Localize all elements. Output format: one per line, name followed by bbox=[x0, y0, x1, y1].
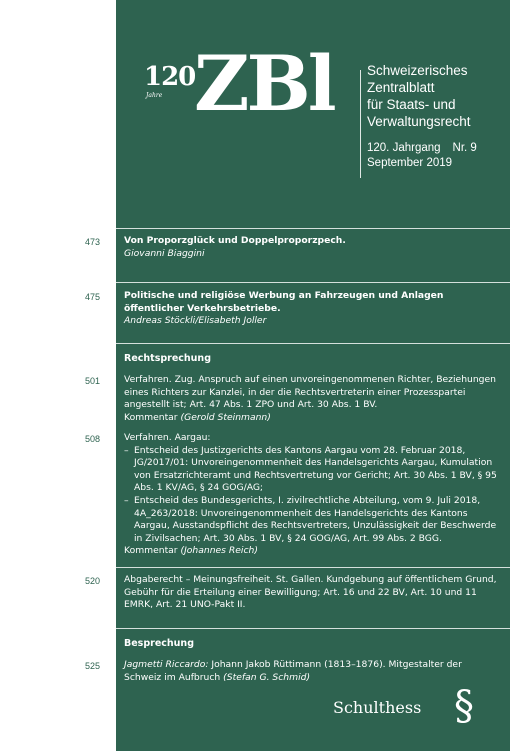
journal-title-line: Zentralblatt bbox=[367, 80, 435, 95]
article-title: Politische und religiöse Werbung an Fahrzeugen und Anlagen öffentlicher Verkehrsbetriebe. bbox=[124, 290, 444, 314]
publisher-name: Schulthess bbox=[333, 698, 422, 717]
toc-entry[interactable] bbox=[124, 432, 504, 558]
divider bbox=[116, 282, 510, 283]
divider bbox=[116, 343, 510, 344]
divider bbox=[116, 628, 510, 629]
case-summary: Abgaberecht – Meinungsfreiheit. St. Gallen. Kundgebung auf öffentlichem Grund, Gebühr für die Erteilung einer Bewilligung; Art. 16 und 22 BV, Art. 10 und 11 EMRK, Art. 21 UNO-Pakt II. bbox=[124, 574, 497, 611]
page-number: 525 bbox=[85, 661, 101, 671]
issue-info bbox=[367, 141, 477, 171]
journal-title bbox=[367, 62, 505, 130]
anniversary-number: 120 bbox=[144, 62, 196, 92]
page-number: 520 bbox=[85, 576, 101, 586]
comment-label: Kommentar bbox=[124, 411, 178, 423]
article-title: Von Proporzglück und Doppelproporzpech. bbox=[124, 235, 346, 246]
review-author: (Stefan G. Schmid) bbox=[223, 671, 311, 683]
section-heading-besprechung: Besprechung bbox=[124, 638, 194, 649]
section-sign-icon: § bbox=[454, 683, 474, 729]
section-heading-rechtsprechung: Rechtsprechung bbox=[124, 353, 211, 364]
volume: 120. Jahrgang bbox=[367, 142, 441, 154]
page-number: 501 bbox=[85, 376, 101, 386]
journal-title-line: für Staats- und bbox=[367, 97, 456, 112]
case-intro: Verfahren. Aargau: bbox=[124, 432, 211, 443]
reviewed-work: Johann Jakob Rüttimann (1813–1876). Mitgestalter der Schweiz im Aufbruch bbox=[124, 659, 462, 683]
divider bbox=[116, 228, 510, 229]
reviewed-author: Jagmetti Riccardo: bbox=[124, 659, 209, 670]
article-author: Andreas Stöckli/Elisabeth Joller bbox=[124, 315, 267, 327]
page-number: 508 bbox=[85, 434, 101, 444]
article-author: Giovanni Biaggini bbox=[124, 247, 205, 259]
journal-title-line: Verwaltungsrecht bbox=[367, 114, 471, 129]
journal-title-line: Schweizerisches bbox=[367, 63, 468, 78]
issue-number: Nr. 9 bbox=[452, 142, 477, 154]
zbl-logo bbox=[144, 39, 344, 140]
toc-entry[interactable] bbox=[124, 574, 504, 612]
logo-wordmark: ZBl bbox=[194, 39, 334, 128]
comment-author: (Johannes Reich) bbox=[180, 545, 258, 557]
page-number: 473 bbox=[85, 237, 101, 247]
masthead-divider bbox=[360, 70, 361, 178]
case-comment bbox=[124, 545, 504, 558]
list-item: – Entscheid des Justizgerichts des Kantons Aargau vom 28. Februar 2018, JG/2017/01: Unvoreingenommenheit des Handelsgerichts Aargau, Kumulation von Ersatzrichteramt und Rechtsvertretung vor Gericht; Art. 30 Abs. 1 BV, § 95 Abs. 1 KV/AG, § 24 GOG/AG; bbox=[124, 445, 504, 495]
toc-entry[interactable] bbox=[124, 374, 504, 424]
toc-entry[interactable] bbox=[124, 290, 504, 328]
divider bbox=[116, 567, 510, 568]
case-list bbox=[124, 445, 504, 546]
issue-date: September 2019 bbox=[367, 157, 453, 169]
comment-author: (Gerold Steinmann) bbox=[180, 411, 271, 423]
case-summary: Verfahren. Zug. Anspruch auf einen unvoreingenommenen Richter, Beziehungen eines Richters zur Kanzlei, in der die Rechtsvertreterin einer Prozesspartei angestellt ist; Art. 47 Abs. 1 ZPO und Art. 30 Abs. 1 BV. bbox=[124, 374, 496, 411]
case-comment bbox=[124, 412, 504, 425]
anniversary-label: Jahre bbox=[146, 92, 163, 99]
toc-entry[interactable] bbox=[124, 235, 504, 260]
toc-entry[interactable] bbox=[124, 659, 496, 684]
page-number: 475 bbox=[85, 292, 101, 302]
comment-label: Kommentar bbox=[124, 545, 178, 557]
list-item: – Entscheid des Bundesgerichts, I. zivilrechtliche Abteilung, vom 9. Juli 2018, 4A_263/2018: Unvoreingenommenheit des Handelsgerichts des Kantons Aargau, Ausstandspflicht des Rechtsvertreters, Unzulässigkeit der Beschwerde in Zivilsachen; Art. 30 Abs. 1 BV, § 24 GOG/AG, Art. 99 Abs. 2 BGG. bbox=[124, 495, 504, 545]
